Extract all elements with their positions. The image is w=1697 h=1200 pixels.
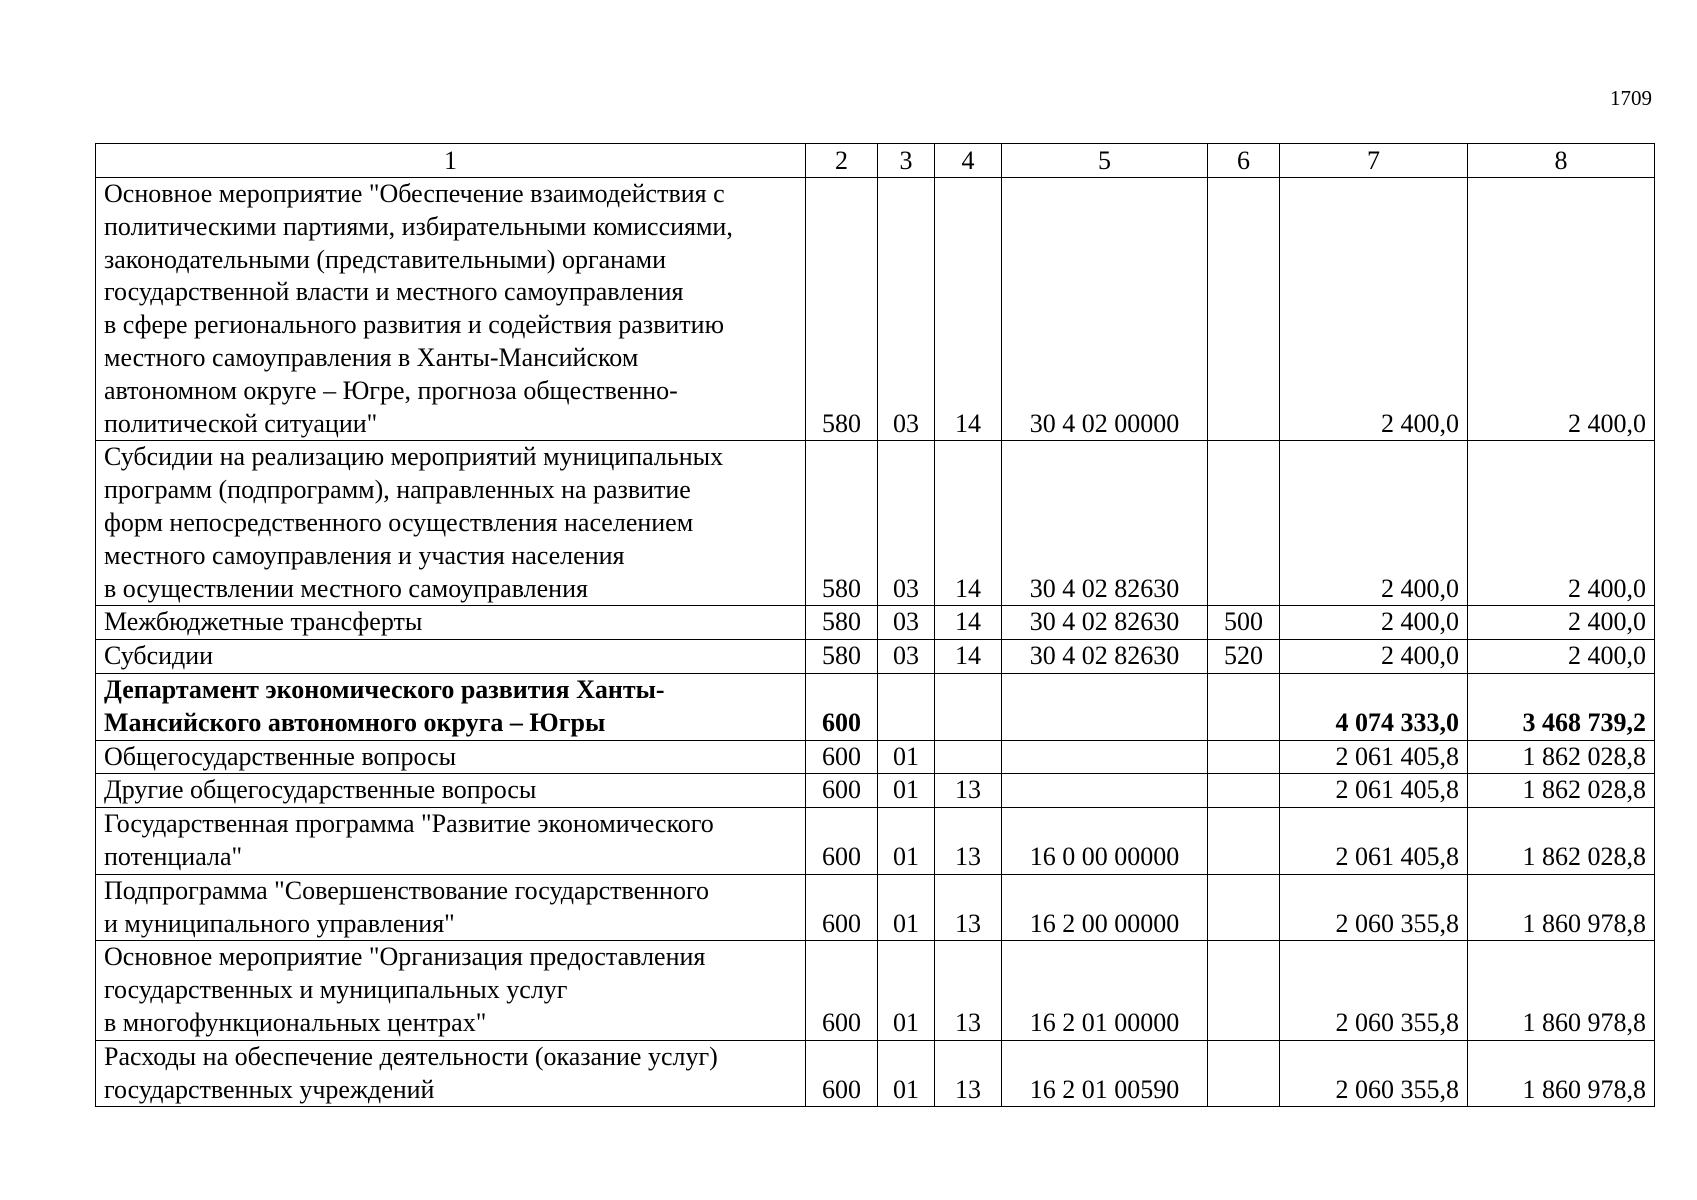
row-code-cell [1002, 774, 1208, 808]
row-code-cell: 03 [878, 640, 935, 674]
header-cell: 6 [1208, 144, 1280, 178]
row-code-cell: 30 4 02 82630 [1002, 606, 1208, 640]
row-code-cell [1002, 673, 1208, 740]
row-code-cell: 01 [878, 941, 935, 1040]
row-code-cell: 16 2 01 00590 [1002, 1040, 1208, 1107]
table-row [96, 640, 1655, 674]
header-cell: 8 [1468, 144, 1655, 178]
row-amount-cell: 2 400,0 [1280, 441, 1468, 606]
row-code-cell: 01 [878, 874, 935, 941]
row-code-cell [1208, 774, 1280, 808]
header-cell: 5 [1002, 144, 1208, 178]
row-code-cell [1208, 178, 1280, 441]
row-code-cell: 14 [935, 606, 1002, 640]
row-code-cell: 01 [878, 740, 935, 774]
row-code-cell [1002, 740, 1208, 774]
row-code-cell [935, 740, 1002, 774]
row-amount-cell: 3 468 739,2 [1468, 673, 1655, 740]
row-name-cell: Другие общегосударственные вопросы [96, 774, 806, 808]
table-row [96, 774, 1655, 808]
row-amount-cell: 2 400,0 [1280, 606, 1468, 640]
row-code-cell: 520 [1208, 640, 1280, 674]
table-row [96, 606, 1655, 640]
row-amount-cell: 1 862 028,8 [1468, 740, 1655, 774]
row-code-cell: 14 [935, 640, 1002, 674]
row-code-cell: 03 [878, 441, 935, 606]
row-code-cell: 30 4 02 00000 [1002, 178, 1208, 441]
row-name-cell: Подпрограмма "Совершенствование государственного и муниципального управления" [96, 874, 806, 941]
row-code-cell [1208, 874, 1280, 941]
table-row [96, 874, 1655, 941]
header-cell: 2 [806, 144, 878, 178]
header-cell: 3 [878, 144, 935, 178]
row-code-cell: 600 [806, 673, 878, 740]
row-code-cell: 580 [806, 178, 878, 441]
row-code-cell: 16 0 00 00000 [1002, 808, 1208, 875]
header-cell: 7 [1280, 144, 1468, 178]
header-cell: 1 [96, 144, 806, 178]
row-code-cell [878, 673, 935, 740]
row-amount-cell: 2 400,0 [1468, 640, 1655, 674]
table-row [96, 178, 1655, 441]
row-amount-cell: 1 862 028,8 [1468, 774, 1655, 808]
row-code-cell [1208, 441, 1280, 606]
row-code-cell: 600 [806, 941, 878, 1040]
row-amount-cell: 4 074 333,0 [1280, 673, 1468, 740]
row-code-cell: 600 [806, 740, 878, 774]
row-code-cell [1208, 1040, 1280, 1107]
row-amount-cell: 2 061 405,8 [1280, 740, 1468, 774]
row-code-cell: 13 [935, 941, 1002, 1040]
row-code-cell: 13 [935, 1040, 1002, 1107]
row-code-cell: 03 [878, 606, 935, 640]
row-amount-cell: 2 060 355,8 [1280, 874, 1468, 941]
row-amount-cell: 2 400,0 [1468, 178, 1655, 441]
row-code-cell [1208, 808, 1280, 875]
row-code-cell: 01 [878, 1040, 935, 1107]
row-code-cell: 01 [878, 774, 935, 808]
row-code-cell: 500 [1208, 606, 1280, 640]
row-code-cell: 30 4 02 82630 [1002, 441, 1208, 606]
row-name-cell: Основное мероприятие "Обеспечение взаимодействия с политическими партиями, избирательными комиссиями, законодательными (представительными) органами государственной власти и местного самоуправления в сфере регионального развития и содействия развитию местного самоуправления в Ханты-Мансийском автономном округе – Югре, прогноза общественно- политической ситуации" [96, 178, 806, 441]
row-code-cell: 600 [806, 1040, 878, 1107]
row-code-cell: 14 [935, 178, 1002, 441]
row-amount-cell: 2 060 355,8 [1280, 1040, 1468, 1107]
row-code-cell: 13 [935, 874, 1002, 941]
row-code-cell: 03 [878, 178, 935, 441]
row-amount-cell: 1 860 978,8 [1468, 874, 1655, 941]
table-row [96, 740, 1655, 774]
row-name-cell: Государственная программа "Развитие экономического потенциала" [96, 808, 806, 875]
row-code-cell: 580 [806, 640, 878, 674]
row-name-cell: Основное мероприятие "Организация предоставления государственных и муниципальных услуг в многофункциональных центрах" [96, 941, 806, 1040]
row-code-cell [1208, 740, 1280, 774]
row-name-cell: Межбюджетные трансферты [96, 606, 806, 640]
row-amount-cell: 2 061 405,8 [1280, 808, 1468, 875]
row-amount-cell: 2 400,0 [1468, 441, 1655, 606]
row-code-cell: 16 2 00 00000 [1002, 874, 1208, 941]
row-name-cell: Департамент экономического развития Ханты- Мансийского автономного округа – Югры [96, 673, 806, 740]
row-amount-cell: 1 860 978,8 [1468, 941, 1655, 1040]
row-code-cell: 01 [878, 808, 935, 875]
table-row [96, 1040, 1655, 1107]
row-code-cell: 14 [935, 441, 1002, 606]
page-number: 1709 [1610, 86, 1652, 110]
row-amount-cell: 2 061 405,8 [1280, 774, 1468, 808]
row-amount-cell: 2 400,0 [1280, 178, 1468, 441]
row-name-cell: Расходы на обеспечение деятельности (оказание услуг) государственных учреждений [96, 1040, 806, 1107]
row-code-cell: 30 4 02 82630 [1002, 640, 1208, 674]
row-amount-cell: 2 060 355,8 [1280, 941, 1468, 1040]
row-code-cell: 580 [806, 606, 878, 640]
table-row [96, 941, 1655, 1040]
row-code-cell: 600 [806, 808, 878, 875]
row-code-cell: 16 2 01 00000 [1002, 941, 1208, 1040]
row-code-cell: 600 [806, 774, 878, 808]
row-amount-cell: 2 400,0 [1468, 606, 1655, 640]
row-name-cell: Общегосударственные вопросы [96, 740, 806, 774]
row-code-cell [1208, 941, 1280, 1040]
table-row [96, 441, 1655, 606]
header-row [96, 144, 1655, 178]
table-row-department [96, 673, 1655, 740]
table-row [96, 808, 1655, 875]
row-code-cell: 13 [935, 774, 1002, 808]
row-amount-cell: 2 400,0 [1280, 640, 1468, 674]
row-code-cell [935, 673, 1002, 740]
row-code-cell: 580 [806, 441, 878, 606]
budget-table [95, 143, 1655, 1107]
header-cell: 4 [935, 144, 1002, 178]
row-code-cell: 13 [935, 808, 1002, 875]
row-name-cell: Субсидии на реализацию мероприятий муниципальных программ (подпрограмм), направленных на развитие форм непосредственного осуществления населением местного самоуправления и участия населения в осуществлении местного самоуправления [96, 441, 806, 606]
row-amount-cell: 1 862 028,8 [1468, 808, 1655, 875]
row-code-cell: 600 [806, 874, 878, 941]
row-code-cell [1208, 673, 1280, 740]
row-name-cell: Субсидии [96, 640, 806, 674]
row-amount-cell: 1 860 978,8 [1468, 1040, 1655, 1107]
